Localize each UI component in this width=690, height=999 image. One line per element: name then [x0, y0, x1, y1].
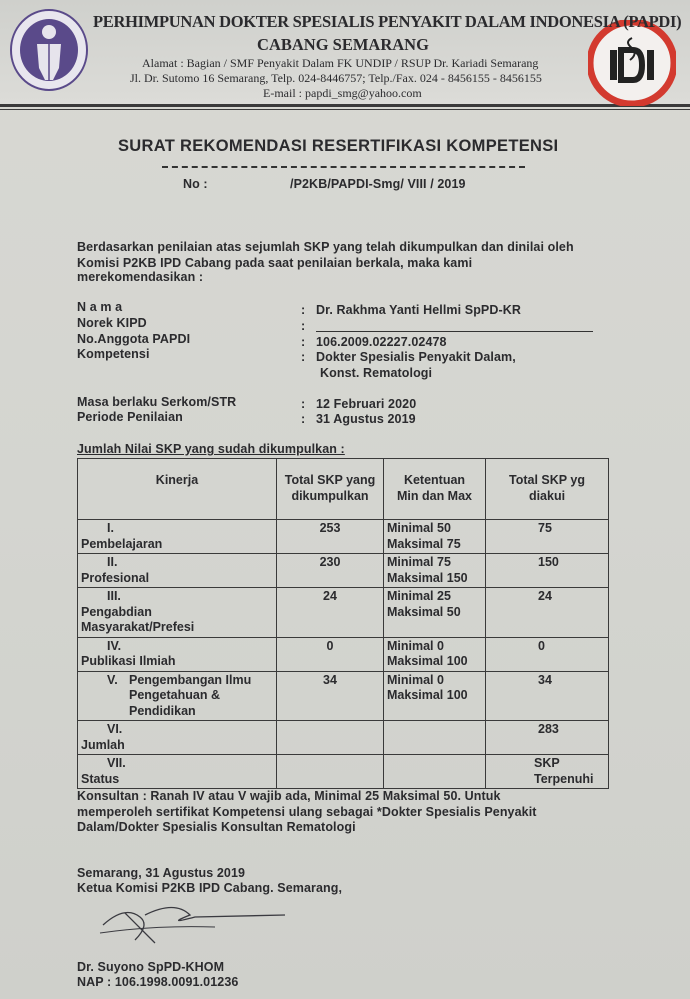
cell-diakui: 24 — [486, 588, 609, 638]
intro-line-1: Berdasarkan penilaian atas sejumlah SKP yang telah dikumpulkan dan dinilai oleh — [77, 240, 574, 254]
header-ketentuan: Ketentuan Min dan Max — [384, 459, 486, 520]
number-value: /P2KB/PAPDI-Smg/ VIII / 2019 — [290, 177, 466, 191]
row-name: Pengembangan Ilmu Pengetahuan & Pendidikan — [129, 672, 252, 718]
colon: : — [301, 350, 306, 364]
row-number: II. — [107, 555, 118, 569]
header-kinerja: Kinerja — [78, 459, 277, 520]
cell-total — [277, 755, 384, 789]
min-value: Minimal 50 — [387, 521, 451, 535]
min-value: Minimal 75 — [387, 555, 451, 569]
row-name: Jumlah — [81, 737, 125, 752]
row-name: Pembelajaran — [81, 536, 163, 551]
colon: : — [301, 335, 306, 349]
min-value: Minimal 25 — [387, 589, 451, 603]
table-row — [78, 554, 609, 588]
row-name: Status — [81, 771, 120, 786]
field-label-periode: Periode Penilaian — [77, 410, 183, 424]
row-name: Profesional — [81, 570, 150, 585]
idi-logo — [588, 20, 676, 106]
row-number: V. — [107, 672, 118, 687]
row-number: VII. — [107, 756, 126, 770]
cell-total: 34 — [277, 671, 384, 721]
cell-ketentuan — [384, 721, 486, 755]
number-label: No : — [183, 177, 208, 191]
cell-kinerja — [78, 588, 277, 638]
field-label-anggota: No.Anggota PAPDI — [77, 332, 191, 346]
signature — [95, 895, 295, 950]
max-value: Maksimal 100 — [387, 654, 468, 668]
skp-table — [77, 458, 609, 789]
document-title: SURAT REKOMENDASI RESERTIFIKASI KOMPETENSI — [118, 137, 559, 155]
row-number: VI. — [107, 722, 123, 736]
max-value: Maksimal 75 — [387, 536, 461, 551]
cell-ketentuan — [384, 755, 486, 789]
table-row — [78, 588, 609, 638]
cell-ketentuan — [384, 588, 486, 638]
max-value: Maksimal 50 — [387, 604, 461, 619]
cell-diakui: SKP Terpenuhi — [486, 755, 609, 789]
cell-diakui: 75 — [486, 520, 609, 554]
row-name: Pengabdian Masyarakat/Prefesi — [81, 604, 195, 634]
field-value-kompetensi: Dokter Spesialis Penyakit Dalam, — [316, 350, 516, 364]
field-value-masa: 12 Februari 2020 — [316, 397, 417, 411]
field-value-anggota: 106.2009.02227.02478 — [316, 335, 447, 349]
max-value: Maksimal 100 — [387, 688, 468, 702]
field-value-kompetensi-2: Konst. Rematologi — [320, 366, 433, 380]
colon: : — [301, 412, 306, 426]
cell-diakui: 0 — [486, 637, 609, 671]
cell-total: 24 — [277, 588, 384, 638]
cell-kinerja — [78, 520, 277, 554]
org-name: PERHIMPUNAN DOKTER SPESIALIS PENYAKIT DALAM INDONESIA (PAPDI) — [93, 12, 682, 31]
cell-kinerja — [78, 755, 277, 789]
cell-total — [277, 721, 384, 755]
signer-nap: NAP : 106.1998.0091.01236 — [77, 975, 239, 989]
row-number: III. — [107, 589, 121, 603]
intro-line-3: merekomendasikan : — [77, 270, 204, 284]
letterhead-divider-thin — [0, 109, 690, 110]
row-number: I. — [107, 521, 114, 535]
cell-total: 253 — [277, 520, 384, 554]
row-name: Publikasi Ilmiah — [81, 654, 176, 668]
intro-line-2: Komisi P2KB IPD Cabang pada saat penilaian berkala, maka kami — [77, 256, 473, 270]
field-value-norek-blank — [316, 331, 593, 332]
title-underline — [162, 166, 525, 168]
cell-kinerja — [78, 637, 277, 671]
min-value: Minimal 0 — [387, 672, 444, 687]
colon: : — [301, 303, 306, 317]
table-header-row — [78, 459, 609, 520]
note-line-3: Dalam/Dokter Spesialis Konsultan Rematologi — [77, 820, 356, 834]
table-row — [78, 520, 609, 554]
table-row — [78, 637, 609, 671]
colon: : — [301, 397, 306, 411]
cell-ketentuan — [384, 520, 486, 554]
letterhead-divider — [0, 104, 690, 107]
header-total: Total SKP yang dikumpulkan — [277, 459, 384, 520]
max-value: Maksimal 150 — [387, 570, 468, 585]
cell-diakui: 150 — [486, 554, 609, 588]
row-number: IV. — [107, 638, 122, 653]
field-label-kompetensi: Kompetensi — [77, 347, 150, 361]
table-caption: Jumlah Nilai SKP yang sudah dikumpulkan : — [77, 442, 345, 456]
colon: : — [301, 319, 306, 333]
note-line-1: Konsultan : Ranah IV atau V wajib ada, Minimal 25 Maksimal 50. Untuk — [77, 789, 501, 803]
field-label-masa: Masa berlaku Serkom/STR — [77, 395, 237, 409]
min-value: Minimal 0 — [387, 638, 444, 653]
cell-kinerja — [78, 671, 277, 721]
table-row — [78, 721, 609, 755]
table-row — [78, 671, 609, 721]
cell-kinerja — [78, 721, 277, 755]
cell-total: 230 — [277, 554, 384, 588]
cell-total: 0 — [277, 637, 384, 671]
note-line-2: memperoleh sertifikat Kompetensi ulang sebagai *Dokter Spesialis Penyakit — [77, 805, 537, 819]
signer-name: Dr. Suyono SpPD-KHOM — [77, 960, 225, 974]
signer-title: Ketua Komisi P2KB IPD Cabang. Semarang, — [77, 881, 343, 895]
cell-ketentuan — [384, 671, 486, 721]
field-label-nama: N a m a — [77, 300, 123, 314]
cell-ketentuan — [384, 554, 486, 588]
table-row — [78, 755, 609, 789]
header-diakui: Total SKP yg diakui — [486, 459, 609, 520]
field-label-norek: Norek KIPD — [77, 316, 147, 330]
place-date: Semarang, 31 Agustus 2019 — [77, 866, 246, 880]
address-line-1: Alamat : Bagian / SMF Penyakit Dalam FK UNDIP / RSUP Dr. Kariadi Semarang — [142, 56, 539, 70]
cell-diakui: 283 — [486, 721, 609, 755]
cell-kinerja — [78, 554, 277, 588]
address-line-2: Jl. Dr. Sutomo 16 Semarang, Telp. 024-8446757; Telp./Fax. 024 - 8456155 - 8456155 — [130, 71, 542, 85]
field-value-nama: Dr. Rakhma Yanti Hellmi SpPD-KR — [316, 303, 522, 317]
cell-ketentuan — [384, 637, 486, 671]
field-value-periode: 31 Agustus 2019 — [316, 412, 416, 426]
branch-name: CABANG SEMARANG — [257, 35, 429, 54]
email: E-mail : papdi_smg@yahoo.com — [263, 86, 422, 100]
cell-diakui: 34 — [486, 671, 609, 721]
